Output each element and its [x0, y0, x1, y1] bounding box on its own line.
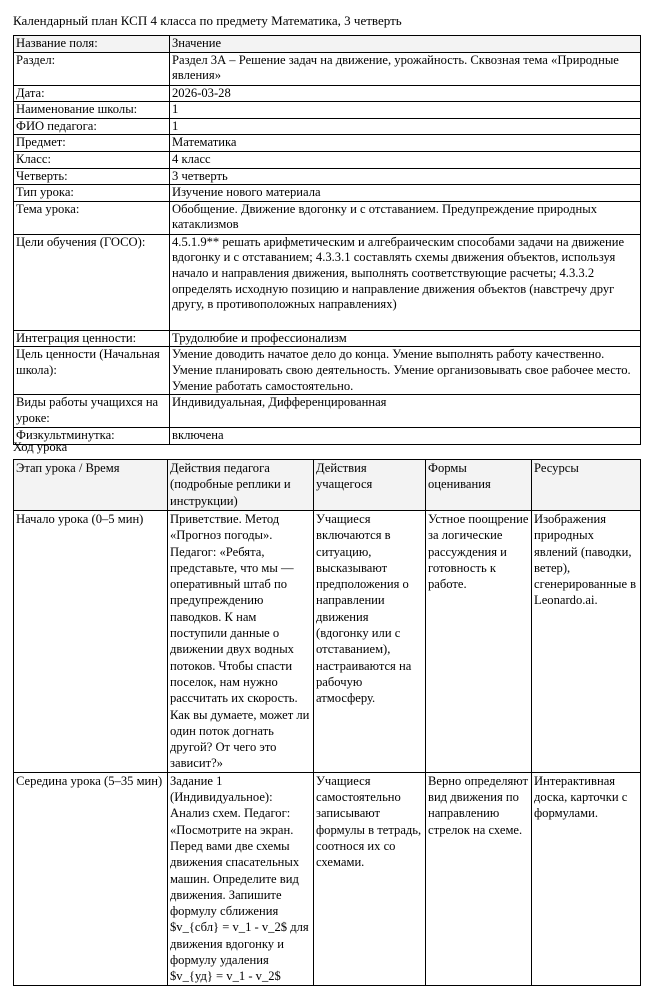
info-field-label: Четверть:	[14, 168, 170, 185]
plan-header-stage: Этап урока / Время	[14, 460, 168, 511]
info-field-label: Дата:	[14, 85, 170, 102]
plan-cell-assessment: Верно определяют вид движения по направлению стрелок на схеме.	[426, 772, 532, 985]
info-field-label: Тема урока:	[14, 201, 170, 234]
info-field-value: Индивидуальная, Дифференцированная	[170, 395, 641, 428]
info-row-quarter	[14, 168, 641, 185]
info-field-value: Умение доводить начатое дело до конца. Умение выполнять работу качественно. Умение планировать свою деятельность. Умение организовывать свое рабочее место. Умение работать самостоятельно.	[170, 347, 641, 395]
info-field-label: Класс:	[14, 151, 170, 168]
info-field-label: Виды работы учащихся на уроке:	[14, 395, 170, 428]
info-field-value: Обобщение. Движение вдогонку и с отставанием. Предупреждение природных катаклизмов	[170, 201, 641, 234]
plan-header-row	[14, 460, 641, 511]
info-field-value: Изучение нового материала	[170, 185, 641, 202]
plan-cell-assessment: Устное поощрение за логические рассуждения и готовность к работе.	[426, 511, 532, 773]
info-field-value: Трудолюбие и профессионализм	[170, 330, 641, 347]
lesson-flow-heading: Ход урока	[13, 440, 68, 454]
info-row-topic	[14, 201, 641, 234]
info-header-row	[14, 36, 641, 53]
plan-header-assessment: Формы оценивания	[426, 460, 532, 511]
info-field-value: включена	[170, 428, 641, 445]
info-row-exercise-break	[14, 428, 641, 445]
plan-cell-resources: Изображения природных явлений (паводки, ветер), сгенерированные в Leonardo.ai.	[532, 511, 641, 773]
info-field-value: 4 класс	[170, 151, 641, 168]
lesson-plan-table	[13, 459, 641, 986]
plan-cell-teacher: Приветствие. Метод «Прогноз погоды». Педагог: «Ребята, представьте, что мы — оперативный штаб по предупреждению паводков. К нам поступили данные о движении двух водных потоков. Чтобы спасти поселок, нам нужно рассчитать их скорость. Как вы думаете, может ли один поток догнать другой? От чего это зависит?»	[168, 511, 314, 773]
info-row-value-integration	[14, 330, 641, 347]
info-field-value: Раздел 3А – Решение задач на движение, урожайность. Сквозная тема «Природные явления»	[170, 52, 641, 85]
plan-header-teacher: Действия педагога (подробные реплики и инструкции)	[168, 460, 314, 511]
info-field-label: Тип урока:	[14, 185, 170, 202]
info-row-objectives	[14, 234, 641, 330]
plan-row-start	[14, 511, 641, 773]
info-header-field: Название поля:	[14, 36, 170, 53]
lesson-info-table	[13, 35, 641, 445]
plan-cell-stage: Середина урока (5–35 мин)	[14, 772, 168, 985]
info-field-value: 2026-03-28	[170, 85, 641, 102]
info-field-value: 3 четверть	[170, 168, 641, 185]
info-row-value-goal	[14, 347, 641, 395]
plan-row-middle	[14, 772, 641, 985]
info-field-value: Математика	[170, 135, 641, 152]
info-header-value: Значение	[170, 36, 641, 53]
info-row-teacher	[14, 118, 641, 135]
info-field-value: 4.5.1.9** решать арифметическим и алгебраическим способами задачи на движение вдогонку и с отставанием; 4.3.3.1 составлять схемы движения объектов, используя начало и направления движения, выполнять соответствующие расчеты; 4.3.3.2 определять исходную позицию и направление движения объектов (навстречу друг другу, в противоположных направлениях)	[170, 234, 641, 330]
info-field-label: Предмет:	[14, 135, 170, 152]
info-field-label: Цели обучения (ГОСО):	[14, 234, 170, 330]
plan-cell-teacher: Задание 1 (Индивидуальное): Анализ схем. Педагог: «Посмотрите на экран. Перед вами две схемы движения спасательных машин. Определите вид движения. Запишите формулу сближения $v_{сбл} = v_1 - v_2$ для движения вдогонку и формулу удаления $v_{уд} = v_1 - v_2$	[168, 772, 314, 985]
info-row-section	[14, 52, 641, 85]
info-field-value: 1	[170, 118, 641, 135]
info-field-value: 1	[170, 102, 641, 119]
info-row-work-types	[14, 395, 641, 428]
info-field-label: Наименование школы:	[14, 102, 170, 119]
info-row-subject	[14, 135, 641, 152]
info-row-grade	[14, 151, 641, 168]
info-row-date	[14, 85, 641, 102]
plan-cell-student: Учащиеся включаются в ситуацию, высказывают предположения о направлении движения (вдогонку или с отставанием), настраиваются на рабочую атмосферу.	[314, 511, 426, 773]
info-field-label: Раздел:	[14, 52, 170, 85]
plan-header-resources: Ресурсы	[532, 460, 641, 511]
info-field-label: ФИО педагога:	[14, 118, 170, 135]
info-row-lesson-type	[14, 185, 641, 202]
plan-cell-stage: Начало урока (0–5 мин)	[14, 511, 168, 773]
plan-header-student: Действия учащегося	[314, 460, 426, 511]
info-field-label: Физкультминутка:	[14, 428, 170, 445]
document-title: Календарный план КСП 4 класса по предмету Математика, 3 четверть	[13, 13, 402, 28]
info-field-label: Интеграция ценности:	[14, 330, 170, 347]
plan-cell-resources: Интерактивная доска, карточки с формулами.	[532, 772, 641, 985]
plan-cell-student: Учащиеся самостоятельно записывают формулы в тетрадь, соотнося их со схемами.	[314, 772, 426, 985]
info-row-school	[14, 102, 641, 119]
info-field-label: Цель ценности (Начальная школа):	[14, 347, 170, 395]
